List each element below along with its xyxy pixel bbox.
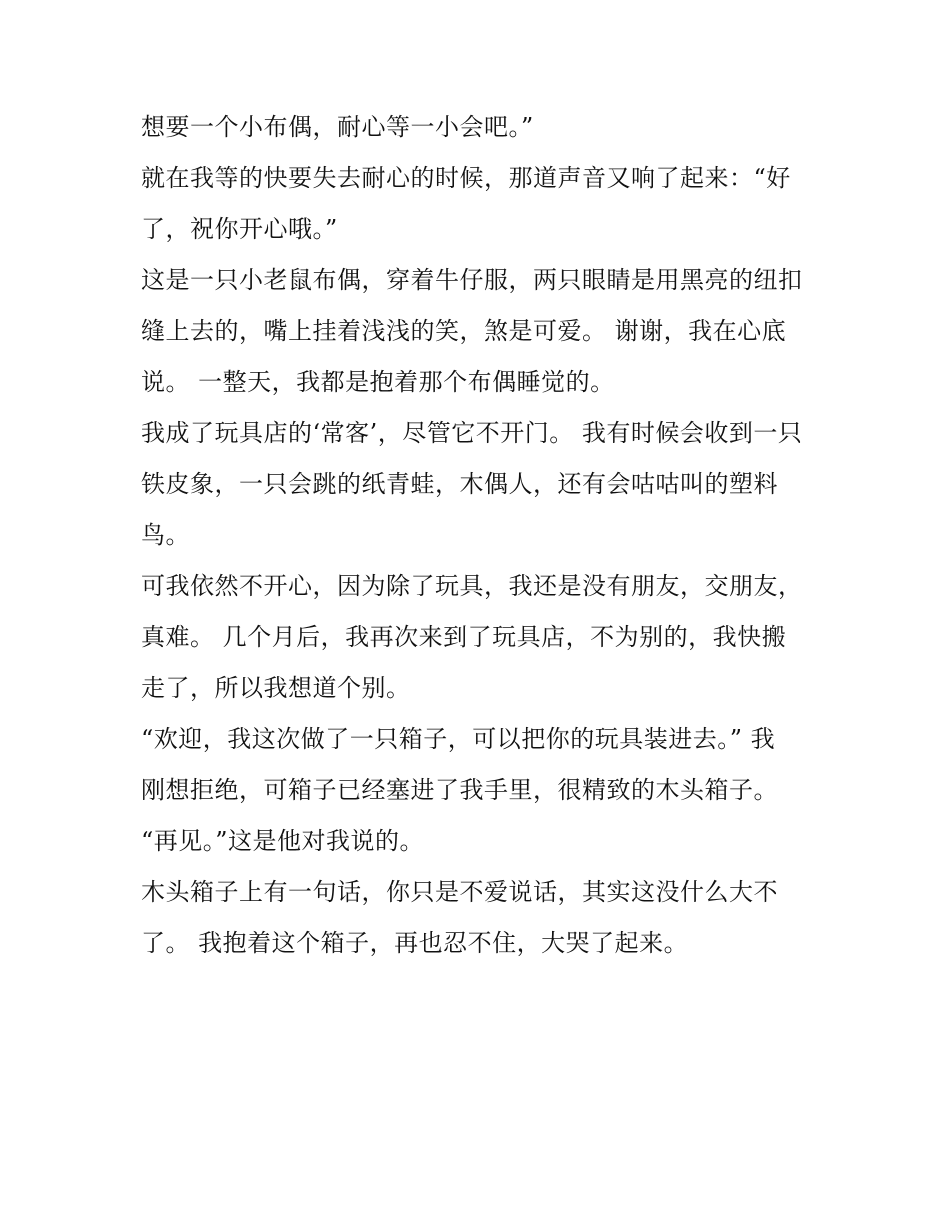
body-text [141, 102, 821, 969]
text-line: 说。 一整天，我都是抱着那个布偶睡觉的。 [141, 368, 615, 396]
text-line: “欢迎，我这次做了一只箱子，可以把你的玩具装进去。” 我 [141, 725, 776, 753]
text-line: 想要一个小布偶，耐心等一小会吧。” [141, 113, 534, 141]
text-line: 走了，所以我想道个别。 [141, 674, 411, 702]
text-line: 可我依然不开心，因为除了玩具，我还是没有朋友，交朋友， [141, 572, 803, 600]
text-line: 鸟。 [141, 521, 190, 549]
text-line: 我成了玩具店的‘常客’，尽管它不开门。 我有时候会收到一只 [141, 419, 803, 447]
text-line: 真难。 几个月后，我再次来到了玩具店，不为别的，我快搬 [141, 623, 787, 651]
text-line: 就在我等的快要失去耐心的时候，那道声音又响了起来：“好 [141, 164, 791, 192]
text-line: 木头箱子上有一句话，你只是不爱说话，其实这没什么大不 [141, 878, 778, 906]
text-line: 缝上去的，嘴上挂着浅浅的笑，煞是可爱。 谢谢，我在心底 [141, 317, 787, 345]
text-line: “再见。”这是他对我说的。 [141, 827, 425, 855]
text-line: 这是一只小老鼠布偶，穿着牛仔服，两只眼睛是用黑亮的纽扣 [141, 266, 803, 294]
text-line: 了，祝你开心哦。” [141, 215, 338, 243]
text-line: 刚想拒绝，可箱子已经塞进了我手里，很精致的木头箱子。 [141, 776, 778, 804]
text-line: 铁皮象，一只会跳的纸青蛙，木偶人，还有会咕咕叫的塑料 [141, 470, 778, 498]
text-line: 了。 我抱着这个箱子，再也忍不住，大哭了起来。 [141, 929, 689, 957]
